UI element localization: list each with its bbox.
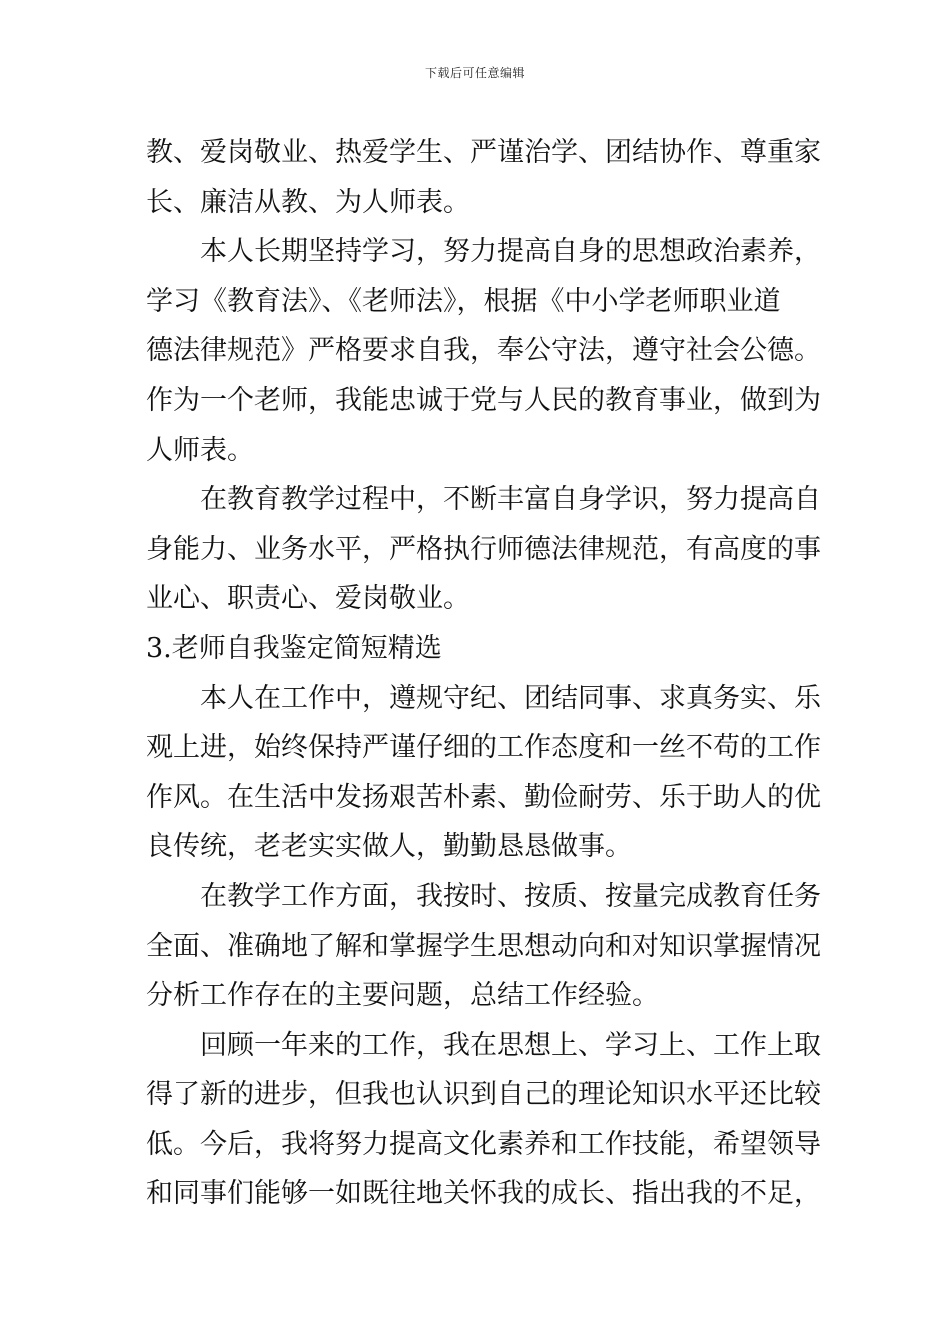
text-line: 分析工作存在的主要问题，总结工作经验。 (146, 980, 659, 1012)
text-line: 教、爱岗敬业、热爱学生、严谨治学、团结协作、尊重家 (146, 137, 821, 168)
text-line: 回顾一年来的工作，我在思想上、学习上、工作上取 (200, 1029, 821, 1061)
text-line: 低。今后，我将努力提高文化素养和工作技能，希望领导 (146, 1128, 821, 1160)
text-line: 德法律规范》严格要求自我，奉公守法，遵守社会公德。 (146, 335, 821, 367)
text-line: 作为一个老师，我能忠诚于党与人民的教育事业，做到为 (146, 384, 821, 416)
text-line: 3.老师自我鉴定简短精选 (146, 632, 442, 664)
text-line: 本人在工作中，遵规守纪、团结同事、求真务实、乐 (200, 682, 821, 714)
text-line: 全面、准确地了解和掌握学生思想动向和对知识掌握情况 (146, 930, 821, 962)
text-line: 作风。在生活中发扬艰苦朴素、勤俭耐劳、乐于助人的优 (146, 781, 821, 813)
document-body (146, 128, 821, 1219)
text-line: 人师表。 (146, 434, 254, 466)
page-header-note: 下载后可任意编辑 (424, 66, 525, 80)
text-line: 良传统，老老实实做人，勤勤恳恳做事。 (146, 831, 632, 863)
text-line: 长、廉洁从教、为人师表。 (146, 186, 470, 218)
text-line: 观上进，始终保持严谨仔细的工作态度和一丝不苟的工作 (146, 732, 821, 764)
text-line: 身能力、业务水平，严格执行师德法律规范，有高度的事 (146, 533, 821, 565)
text-line: 学习《教育法》、《老师法》，根据《中小学老师职业道 (146, 285, 781, 317)
text-line: 在教学工作方面，我按时、按质、按量完成教育任务 (200, 880, 821, 912)
text-line: 和同事们能够一如既往地关怀我的成长、指出我的不足， (146, 1178, 821, 1210)
text-line: 本人长期坚持学习，努力提高自身的思想政治素养， (200, 236, 821, 268)
text-line: 在教育教学过程中，不断丰富自身学识，努力提高自 (200, 484, 821, 516)
text-line: 得了新的进步，但我也认识到自己的理论知识水平还比较 (146, 1079, 821, 1111)
text-line: 业心、职责心、爱岗敬业。 (146, 583, 470, 615)
